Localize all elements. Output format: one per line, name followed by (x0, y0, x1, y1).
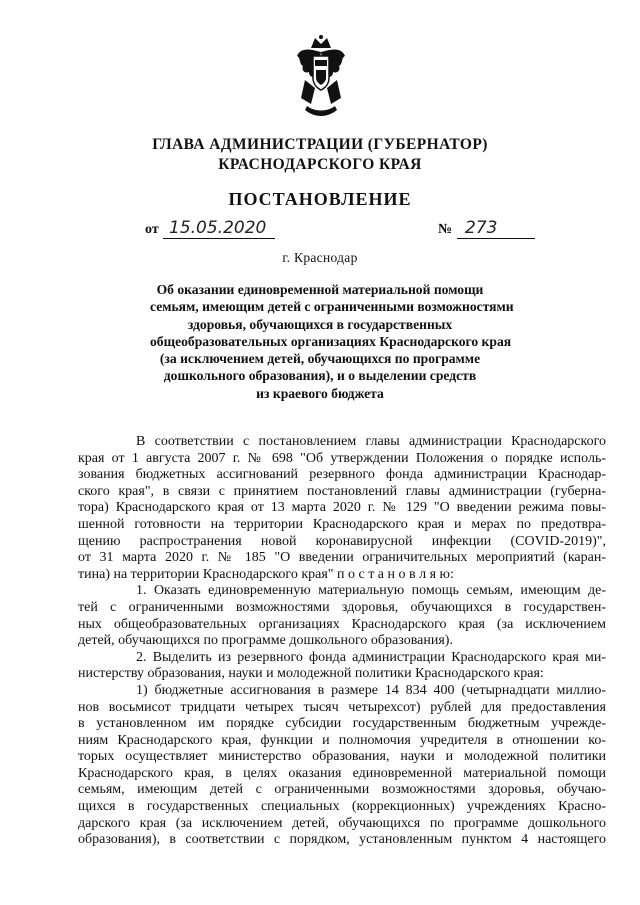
body-line: семьям, имеющим детей с ограниченными возможностями здоровья, обучаю- (78, 782, 606, 798)
body-line: 1. Оказать единовременную материальную помощь семьям, имеющим де- (136, 583, 606, 599)
document-type: ПОСТАНОВЛЕНИЕ (228, 189, 412, 209)
body-line: 2. Выделить из резервного фонда администрации Краснодарского края ми- (136, 649, 606, 665)
coat-of-arms-icon (295, 34, 347, 118)
body-line: детей, обучающихся по программе дошкольного образования). (78, 633, 453, 649)
title-line: дошкольного образования), и о выделении средств (163, 368, 477, 384)
body-line: нов восьмисот тридцати четырех тысяч четырехсот) рублей для предоставления (78, 699, 606, 715)
organization-name-line1: ГЛАВА АДМИНИСТРАЦИИ (ГУБЕРНАТОР) (152, 136, 488, 153)
title-line: здоровья, обучающихся в государственных (187, 316, 453, 332)
body-line: тина) на территории Краснодарского края" п о с т а н о в л я ю: (78, 566, 454, 582)
body-line: от 31 марта 2020 г. № 185 "О введении ограничительных мероприятий (каран- (78, 550, 606, 566)
organization-name-line2: КРАСНОДАРСКОГО КРАЯ (218, 156, 422, 173)
body-line: дарского края (за исключением детей, обучающихся по программе дошкольного (78, 815, 606, 831)
body-line: ных общеобразовательных организациях Краснодарского края (за исключением (78, 616, 606, 632)
body-line: образования), в соответствии с порядком, установленным пунктом 4 настоящего (78, 832, 606, 848)
number-value: 273 (457, 218, 535, 239)
body-line: торых осуществляет министерство образования, науки и молодежной политики (78, 749, 606, 765)
body-line: ниям Краснодарского края, функции и полномочия учредителя в отношении ко- (78, 732, 606, 748)
city: г. Краснодар (282, 250, 358, 265)
title-line: семьям, имеющим детей с ограниченными возможностями (150, 299, 514, 315)
body-line: тей с ограниченными возможностями здоровья, обучающихся в государствен- (78, 599, 606, 615)
title-line: общеобразовательных организациях Краснодарского края (150, 333, 512, 349)
body-line: края от 1 августа 2007 г. № 698 "Об утверждении Положения о порядке исполь- (78, 450, 606, 466)
body-line: зования бюджетных ассигнований резервного фонда администрации Краснодар- (78, 467, 606, 483)
date-value: 15.05.2020 (163, 218, 275, 239)
document-title (150, 281, 514, 402)
document-body (78, 434, 606, 849)
body-line: тора) Краснодарского края от 13 марта 2020 г. № 129 "О введении режима повы- (78, 500, 606, 516)
body-line: щихся в государственных специальных (коррекционных) учреждениях Красно- (78, 799, 606, 815)
title-line: Об оказании единовременной материальной помощи (156, 282, 484, 297)
body-line: щению распространения новой коронавирусной инфекции (COVID-2019)", (78, 533, 606, 549)
body-line: нистерству образования, науки и молодежной политики Краснодарского края: (78, 666, 544, 682)
title-line: (за исключением детей, обучающихся по программе (159, 351, 481, 367)
body-line: в установленном им порядке субсидии государственным бюджетным учрежде- (78, 716, 606, 732)
body-line: Краснодарского края, в целях оказания единовременной материальной помощи (78, 765, 606, 781)
body-line: 1) бюджетные ассигнования в размере 14 834 400 (четырнадцати миллио- (136, 682, 606, 698)
title-line: из краевого бюджета (256, 385, 384, 401)
body-line: В соответствии с постановлением главы администрации Краснодарского (136, 434, 606, 449)
body-line: шенной готовности на территории Краснодарского края и мерах по предотвра- (78, 516, 606, 532)
date-label: от (145, 222, 159, 237)
body-line: ского края", в связи с принятием постановлений главы администрации (губерна- (78, 483, 606, 499)
number-label: № (438, 222, 453, 237)
date-number-row (0, 220, 640, 242)
